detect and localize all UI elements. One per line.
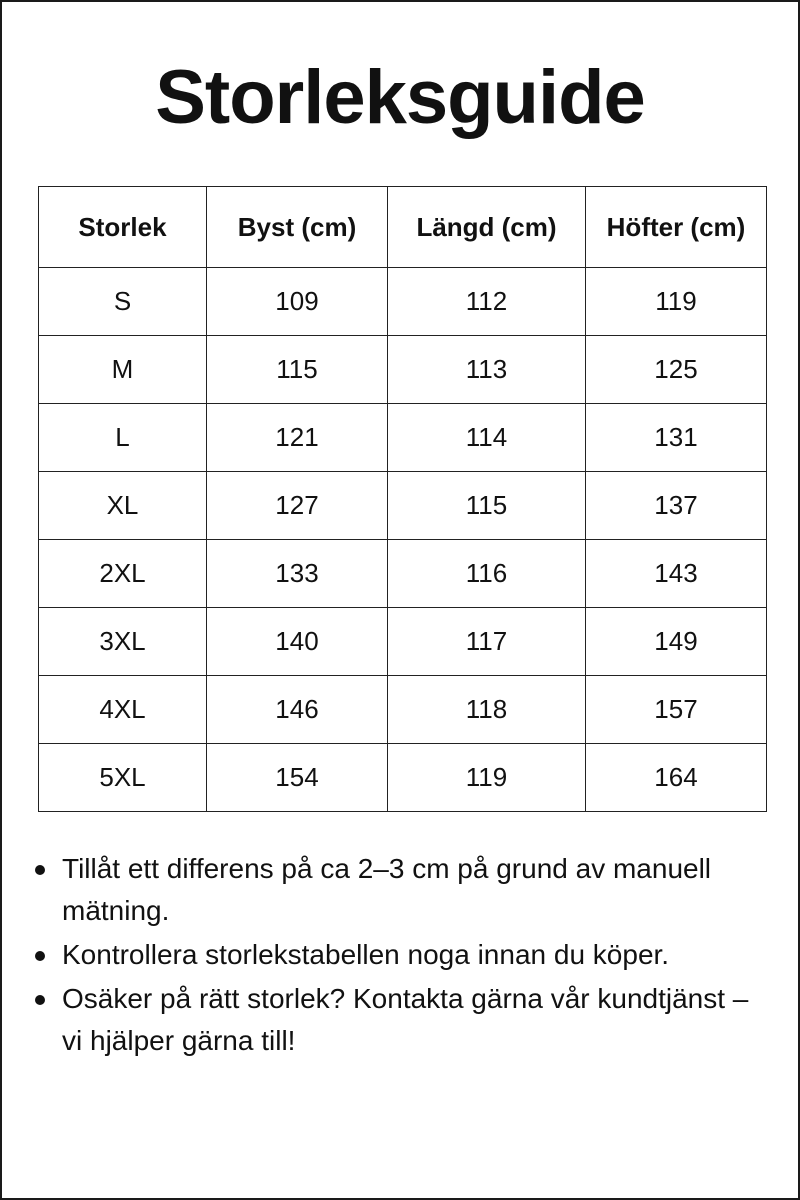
cell-size: M [39, 336, 207, 404]
cell-length: 117 [388, 608, 586, 676]
cell-length: 116 [388, 540, 586, 608]
cell-bust: 133 [207, 540, 388, 608]
cell-bust: 127 [207, 472, 388, 540]
cell-size: 3XL [39, 608, 207, 676]
cell-bust: 140 [207, 608, 388, 676]
cell-size: 4XL [39, 676, 207, 744]
cell-hips: 131 [586, 404, 767, 472]
cell-size: S [39, 268, 207, 336]
cell-hips: 157 [586, 676, 767, 744]
cell-length: 112 [388, 268, 586, 336]
table-header-row [39, 187, 767, 268]
header-size: Storlek [39, 187, 207, 268]
cell-hips: 125 [586, 336, 767, 404]
notes-list [32, 848, 772, 1064]
cell-hips: 164 [586, 744, 767, 812]
page-title: Storleksguide [155, 55, 645, 140]
header-hips: Höfter (cm) [586, 187, 767, 268]
size-table [38, 186, 767, 812]
cell-length: 118 [388, 676, 586, 744]
cell-length: 119 [388, 744, 586, 812]
list-item [32, 848, 772, 932]
list-item [32, 978, 772, 1062]
note-text: Kontrollera storlekstabellen noga innan du köper. [62, 939, 670, 970]
header-length: Längd (cm) [388, 187, 586, 268]
bullet-icon [35, 995, 45, 1005]
table-row [39, 608, 767, 676]
cell-size: 5XL [39, 744, 207, 812]
cell-size: L [39, 404, 207, 472]
header-bust: Byst (cm) [207, 187, 388, 268]
cell-bust: 121 [207, 404, 388, 472]
bullet-icon [35, 951, 45, 961]
cell-length: 114 [388, 404, 586, 472]
table-row [39, 336, 767, 404]
cell-hips: 143 [586, 540, 767, 608]
note-text: Osäker på rätt storlek? Kontakta gärna vår kundtjänst – vi hjälper gärna till! [62, 983, 749, 1056]
table-row [39, 268, 767, 336]
list-item [32, 934, 772, 976]
table-row [39, 676, 767, 744]
table-row [39, 540, 767, 608]
cell-hips: 149 [586, 608, 767, 676]
cell-hips: 119 [586, 268, 767, 336]
cell-bust: 109 [207, 268, 388, 336]
cell-length: 113 [388, 336, 586, 404]
table-row [39, 404, 767, 472]
cell-bust: 154 [207, 744, 388, 812]
cell-bust: 146 [207, 676, 388, 744]
cell-size: 2XL [39, 540, 207, 608]
cell-length: 115 [388, 472, 586, 540]
bullet-icon [35, 865, 45, 875]
table-row [39, 472, 767, 540]
table-row [39, 744, 767, 812]
cell-size: XL [39, 472, 207, 540]
cell-bust: 115 [207, 336, 388, 404]
cell-hips: 137 [586, 472, 767, 540]
note-text: Tillåt ett differens på ca 2–3 cm på grund av manuell mätning. [62, 853, 712, 926]
